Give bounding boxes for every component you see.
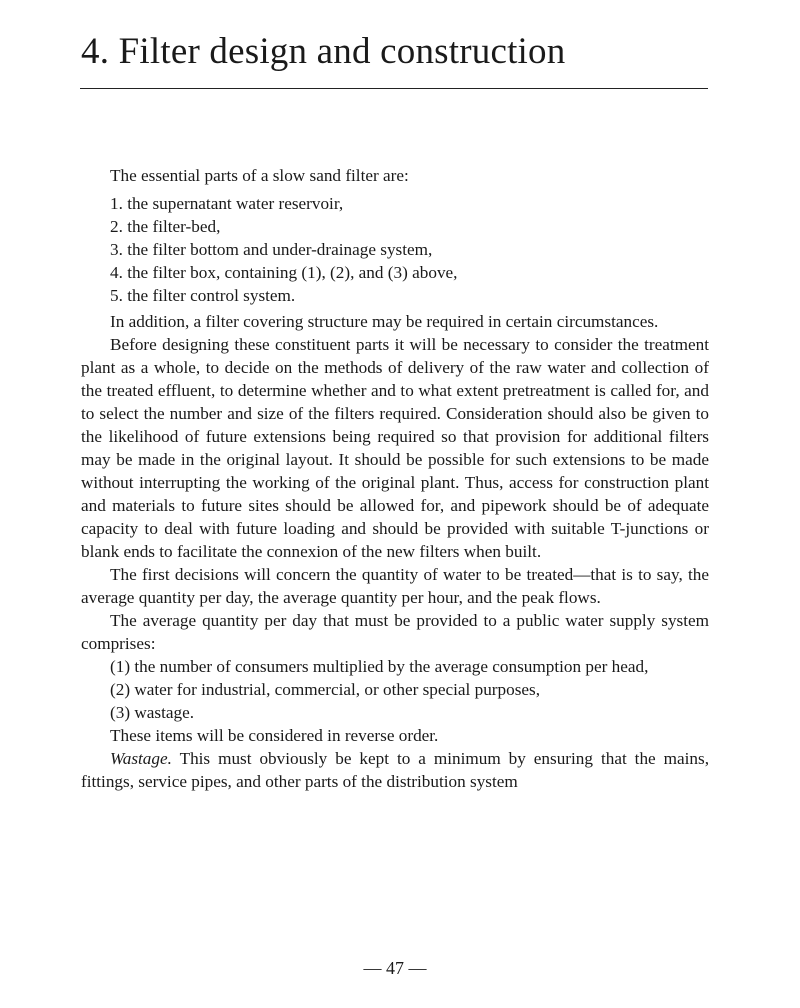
wastage-text: This must obviously be kept to a minimum by ensuring that the mains, fittings, service pipes, and other parts of the distribution system xyxy=(81,749,709,791)
list-item: 1. the supernatant water reservoir, xyxy=(110,194,344,213)
list-item: (1) the number of consumers multiplied by the average consumption per head, xyxy=(110,657,649,676)
intro-sentence: The essential parts of a slow sand filter are: xyxy=(110,166,409,185)
list-item: 5. the filter control system. xyxy=(110,286,296,305)
paragraph-covering: In addition, a filter covering structure may be required in certain circumstances. xyxy=(110,312,659,331)
page-number: — 47 — xyxy=(363,958,427,978)
title-rule xyxy=(80,88,708,89)
list-item: (3) wastage. xyxy=(110,703,194,722)
list-item: 3. the filter bottom and under-drainage system, xyxy=(110,240,433,259)
paragraph-average: The average quantity per day that must be provided to a public water supply system comprises: xyxy=(81,611,709,653)
wastage-term: Wastage. xyxy=(110,749,172,768)
paragraph-design: Before designing these constituent parts it will be necessary to consider the treatment plant as a whole, to decide on the methods of delivery of the raw water and collection of the treated effluent, to determine whether and to what extent pretreatment is called for, and to select the number and size of the filters required. Consideration should also be given to the likelihood of future extensions being required so that provision for additional filters may be made in the original layout. It should be possible for such extensions to be made without interrupting the working of the original plant. Thus, access for construction plant and materials to future sites should be allowed for, and pipework should be of adequate capacity to deal with future loading and should be provided with suitable T-junctions or blank ends to facilitate the connexion of the new filters when built. xyxy=(81,335,709,561)
chapter-title: 4. Filter design and construction xyxy=(81,31,566,72)
list-item: (2) water for industrial, commercial, or other special purposes, xyxy=(110,680,541,699)
paragraph-wastage xyxy=(81,747,709,793)
body-text xyxy=(81,164,709,793)
list-item: 2. the filter-bed, xyxy=(110,217,221,236)
list-item: 4. the filter box, containing (1), (2), and (3) above, xyxy=(110,263,458,282)
paragraph-order: These items will be considered in reverse order. xyxy=(110,726,439,745)
paragraph-quantity: The first decisions will concern the quantity of water to be treated—that is to say, the average quantity per day, the average quantity per hour, and the peak flows. xyxy=(81,565,709,607)
parts-list xyxy=(81,192,709,307)
